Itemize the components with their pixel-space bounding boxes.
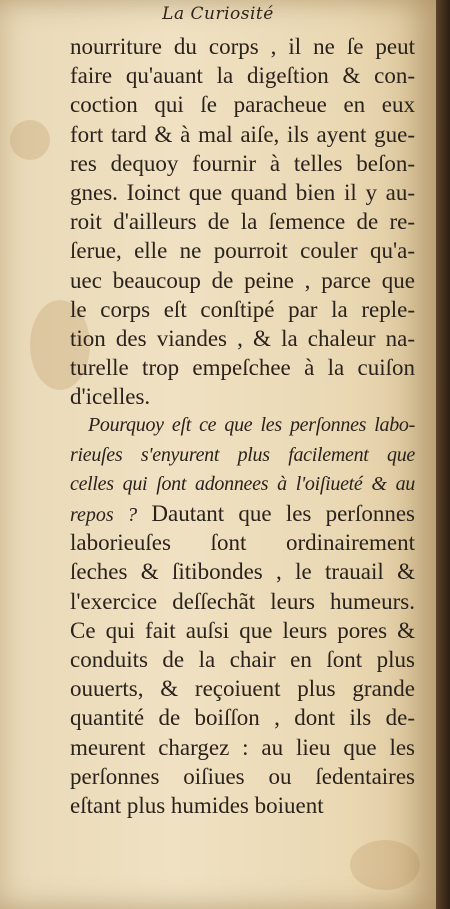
- question-line: rieuſes s'enyurent plus facilement que: [70, 443, 415, 466]
- answer-line: quantité de boiſſon , dont ils de-: [70, 705, 415, 731]
- text-line: tion des viandes , & la chaleur na-: [70, 325, 415, 351]
- book-binding-edge: [436, 0, 450, 909]
- text-line: gnes. Ioinct que quand bien il y au-: [70, 179, 415, 205]
- answer-line: meurent chargez : au lieu que les: [70, 734, 415, 760]
- answer-line: l'exercice deſſechãt leurs humeurs.: [70, 588, 415, 614]
- question-answer-line: [70, 499, 415, 528]
- text-line: coction qui ſe paracheue en eux: [70, 92, 415, 118]
- paper-stain: [10, 120, 50, 160]
- text-block: [70, 32, 415, 820]
- answer-line: laborieuſes ſont ordinairement: [70, 530, 415, 556]
- question-end: repos ?: [70, 504, 138, 526]
- text-line: ſerue, elle ne pourroit couler qu'a-: [70, 238, 415, 264]
- text-line: d'icelles.: [70, 384, 151, 410]
- text-line: fort tard & à mal aiſe, ils ayent gue-: [70, 121, 415, 147]
- text-line: faire qu'auant la digeſtion & con-: [70, 63, 415, 89]
- answer-line: conduits de la chair en ſont plus: [70, 646, 415, 672]
- text-line: res dequoy fournir à telles beſon-: [70, 150, 415, 176]
- text-line: uec beaucoup de peine , parce que: [70, 267, 415, 293]
- question-line: celles qui ſont adonnees à l'oiſiueté & au: [70, 472, 415, 495]
- running-head: La Curiosité: [162, 4, 274, 24]
- answer-line: ſeches & ſitibondes , le trauail &: [70, 559, 415, 585]
- text-line: turelle trop empeſchee à la cuiſon: [70, 355, 415, 381]
- text-line: le corps eſt conſtipé par la reple-: [70, 296, 415, 322]
- text-line: nourriture du corps , il ne ſe peut: [70, 34, 415, 59]
- text-line: roit d'ailleurs de la ſemence de re-: [70, 209, 415, 235]
- paper-stain: [350, 840, 420, 890]
- answer-start: Dautant que les perſonnes: [151, 501, 416, 526]
- question-line: Pourquoy eſt ce que les perſonnes labo-: [88, 414, 415, 437]
- answer-line: ouuerts, & reçoiuent plus grande: [70, 676, 415, 702]
- answer-line: Ce qui fait auſsi que leurs pores &: [70, 617, 415, 643]
- answer-line: perſonnes oiſiues ou ſedentaires: [70, 763, 415, 789]
- answer-line: eſtant plus humides boiuent: [70, 792, 324, 818]
